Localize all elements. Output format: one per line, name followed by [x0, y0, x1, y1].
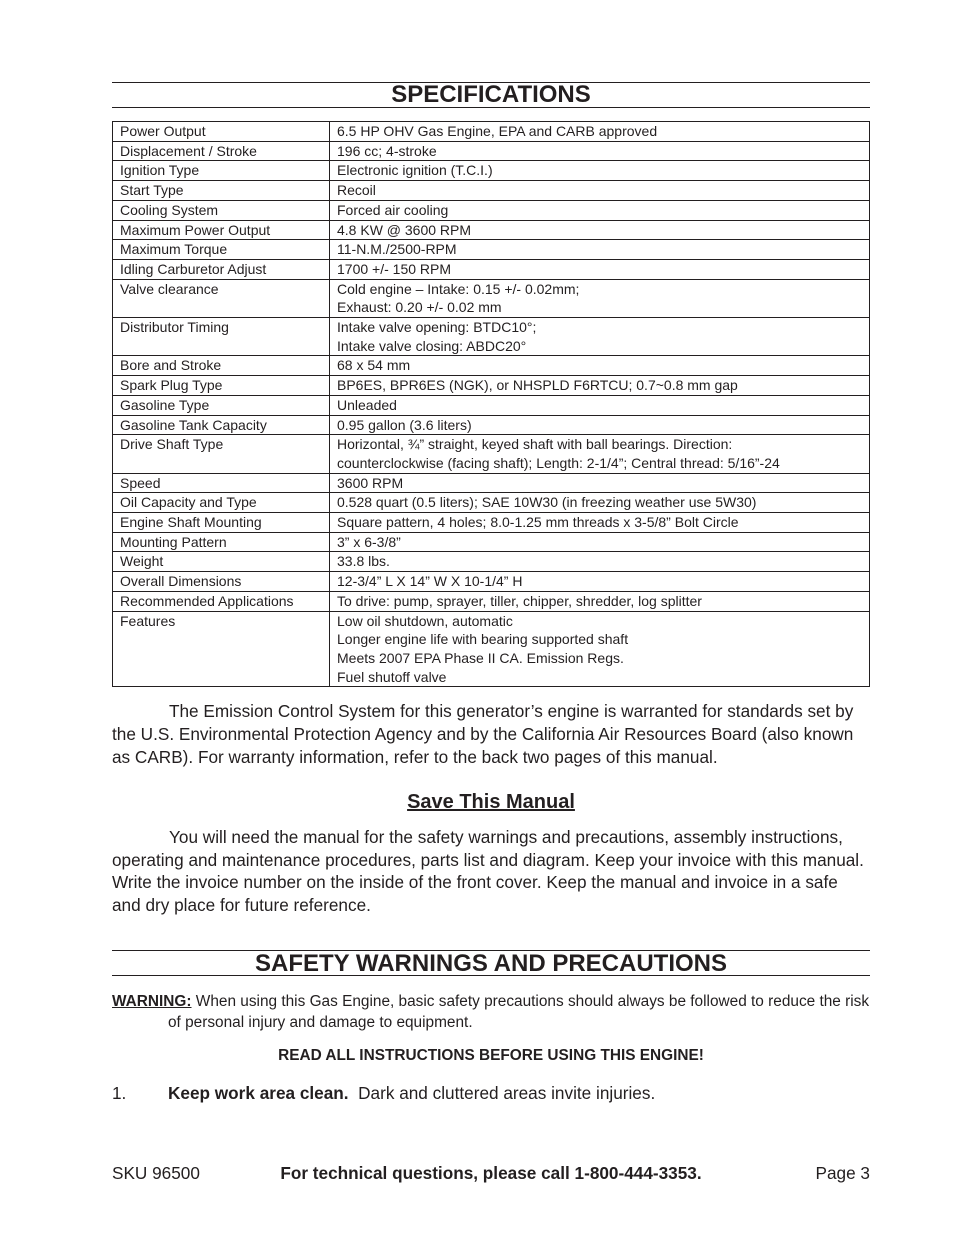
- spec-value-line: 68 x 54 mm: [337, 357, 411, 374]
- spec-value-line: Square pattern, 4 holes; 8.0-1.25 mm threads x 3-5/8” Bolt Circle: [337, 514, 739, 531]
- spec-value-line: Horizontal, ¾” straight, keyed shaft with ball bearings. Direction:: [337, 436, 733, 453]
- spec-value: [330, 141, 870, 161]
- spec-row: [113, 513, 870, 533]
- page-footer: [112, 1162, 870, 1184]
- warning-paragraph: [112, 991, 870, 1034]
- read-all-instructions: READ ALL INSTRUCTIONS BEFORE USING THIS ENGINE!: [278, 1046, 704, 1064]
- spec-value: [330, 415, 870, 435]
- spec-value-line: 3600 RPM: [337, 474, 404, 491]
- spec-value-line: 11-N.M./2500-RPM: [337, 241, 457, 258]
- spec-row: [113, 200, 870, 220]
- spec-value-line: Intake valve opening: BTDC10°;: [337, 319, 537, 336]
- safety-item-number: 1.: [112, 1082, 127, 1103]
- spec-label: Start Type: [113, 181, 330, 201]
- spec-value-line: 1700 +/- 150 RPM: [337, 260, 452, 277]
- safety-item: [112, 1082, 870, 1104]
- spec-value-line: To drive: pump, sprayer, tiller, chipper, shredder, log splitter: [337, 592, 702, 609]
- spec-label: Bore and Stroke: [113, 356, 330, 376]
- spec-value-line: Unleaded: [337, 396, 397, 413]
- spec-row: [113, 572, 870, 592]
- spec-label: Maximum Torque: [113, 240, 330, 260]
- spec-value-line: 0.528 quart (0.5 liters); SAE 10W30 (in freezing weather use 5W30): [337, 494, 757, 511]
- spec-row: [113, 591, 870, 611]
- spec-value-line: Electronic ignition (T.C.I.): [337, 162, 493, 179]
- specifications-header: [112, 82, 870, 108]
- spec-value: [330, 200, 870, 220]
- spec-value: [330, 259, 870, 279]
- spec-value: [330, 532, 870, 552]
- spec-value: [330, 395, 870, 415]
- spec-value-line: Exhaust: 0.20 +/- 0.02 mm: [337, 299, 502, 316]
- safety-item-text: Dark and cluttered areas invite injuries.: [358, 1082, 656, 1103]
- spec-value-line: BP6ES, BPR6ES (NGK), or NHSPLD F6RTCU; 0.7~0.8 mm gap: [337, 377, 738, 394]
- spec-value: [330, 161, 870, 181]
- spec-row: [113, 279, 870, 317]
- spec-row: [113, 552, 870, 572]
- footer-page-number: Page 3: [815, 1163, 870, 1183]
- spec-value: [330, 493, 870, 513]
- spec-label: Ignition Type: [113, 161, 330, 181]
- spec-label: Spark Plug Type: [113, 376, 330, 396]
- spec-value: [330, 611, 870, 687]
- spec-label: Displacement / Stroke: [113, 141, 330, 161]
- spec-label: Maximum Power Output: [113, 220, 330, 240]
- save-manual-title: Save This Manual: [407, 791, 575, 814]
- spec-label: Features: [113, 611, 330, 687]
- spec-row: [113, 318, 870, 356]
- spec-value: [330, 552, 870, 572]
- warning-label: WARNING:: [112, 992, 192, 1010]
- footer-tech-support: For technical questions, please call 1-800-444-3353.: [280, 1163, 702, 1183]
- spec-label: Distributor Timing: [113, 318, 330, 356]
- spec-value: [330, 572, 870, 592]
- spec-value-line: Low oil shutdown, automatic: [337, 612, 513, 629]
- warning-text: When using this Gas Engine, basic safety precautions should always be followed to reduce the risk of personal injury and damage to equipment.: [168, 992, 870, 1032]
- spec-value: [330, 591, 870, 611]
- spec-value: [330, 356, 870, 376]
- spec-label: Oil Capacity and Type: [113, 493, 330, 513]
- spec-label: Speed: [113, 473, 330, 493]
- spec-label: Cooling System: [113, 200, 330, 220]
- safety-title: SAFETY WARNINGS AND PRECAUTIONS: [254, 949, 728, 977]
- spec-label: Drive Shaft Type: [113, 435, 330, 473]
- spec-label: Valve clearance: [113, 279, 330, 317]
- spec-label: Overall Dimensions: [113, 572, 330, 592]
- spec-value-line: Recoil: [337, 182, 376, 199]
- spec-value-line: Forced air cooling: [337, 201, 449, 218]
- spec-row: [113, 181, 870, 201]
- spec-label: Gasoline Tank Capacity: [113, 415, 330, 435]
- spec-label: Weight: [113, 552, 330, 572]
- safety-item-heading: Keep work area clean.: [168, 1082, 349, 1103]
- spec-value-line: 4.8 KW @ 3600 RPM: [337, 221, 472, 238]
- spec-row: [113, 259, 870, 279]
- spec-value-line: Meets 2007 EPA Phase II CA. Emission Regs.: [337, 649, 624, 666]
- spec-label: Idling Carburetor Adjust: [113, 259, 330, 279]
- spec-value: [330, 376, 870, 396]
- safety-header: [112, 950, 870, 976]
- spec-row: [113, 376, 870, 396]
- spec-label: Power Output: [113, 122, 330, 142]
- spec-value-line: Fuel shutoff valve: [337, 668, 447, 685]
- spec-value-line: counterclockwise (facing shaft); Length: 2-1/4”; Central thread: 5/16”-24: [337, 454, 780, 471]
- spec-value-line: Longer engine life with bearing supported shaft: [337, 631, 629, 648]
- spec-row: [113, 532, 870, 552]
- spec-value-line: Cold engine – Intake: 0.15 +/- 0.02mm;: [337, 280, 580, 297]
- spec-row: [113, 141, 870, 161]
- spec-row: [113, 220, 870, 240]
- spec-value: [330, 122, 870, 142]
- spec-value: [330, 473, 870, 493]
- spec-row: [113, 415, 870, 435]
- spec-value: [330, 240, 870, 260]
- specifications-table: [112, 121, 870, 687]
- spec-value-line: 12-3/4” L X 14” W X 10-1/4” H: [337, 573, 523, 590]
- spec-row: [113, 435, 870, 473]
- footer-sku: SKU 96500: [112, 1163, 200, 1183]
- spec-row: [113, 493, 870, 513]
- spec-value-line: 196 cc; 4-stroke: [337, 142, 437, 159]
- spec-value: [330, 181, 870, 201]
- specifications-title: SPECIFICATIONS: [391, 81, 591, 108]
- spec-value: [330, 435, 870, 473]
- spec-row: [113, 473, 870, 493]
- spec-row: [113, 161, 870, 181]
- spec-row: [113, 611, 870, 687]
- spec-label: Recommended Applications: [113, 591, 330, 611]
- manual-page: [112, 82, 870, 1104]
- spec-row: [113, 122, 870, 142]
- spec-label: Gasoline Type: [113, 395, 330, 415]
- spec-value: [330, 318, 870, 356]
- spec-value-line: Intake valve closing: ABDC20°: [337, 337, 527, 354]
- spec-row: [113, 240, 870, 260]
- spec-row: [113, 395, 870, 415]
- emission-paragraph: The Emission Control System for this generator’s engine is warranted for standards set by the U.S. Environmental Protection Agency and by the California Air Resources Board (also known as CARB). For warranty information, refer to the back two pages of this manual.: [112, 701, 854, 767]
- spec-row: [113, 356, 870, 376]
- spec-value-line: 6.5 HP OHV Gas Engine, EPA and CARB approved: [337, 123, 658, 139]
- spec-value-line: 0.95 gallon (3.6 liters): [337, 416, 472, 433]
- spec-label: Engine Shaft Mounting: [113, 513, 330, 533]
- save-manual-paragraph: You will need the manual for the safety warnings and precautions, assembly instructions, operating and maintenance procedures, parts list and diagram. Keep your invoice with this manual. Write the invoice number on the inside of the front cover. Keep the manual and invoice in a safe and dry place for future reference.: [112, 827, 864, 915]
- spec-value-line: 3” x 6-3/8”: [337, 533, 401, 550]
- spec-value: [330, 279, 870, 317]
- spec-value-line: 33.8 lbs.: [337, 553, 390, 570]
- spec-label: Mounting Pattern: [113, 532, 330, 552]
- spec-value: [330, 513, 870, 533]
- spec-value: [330, 220, 870, 240]
